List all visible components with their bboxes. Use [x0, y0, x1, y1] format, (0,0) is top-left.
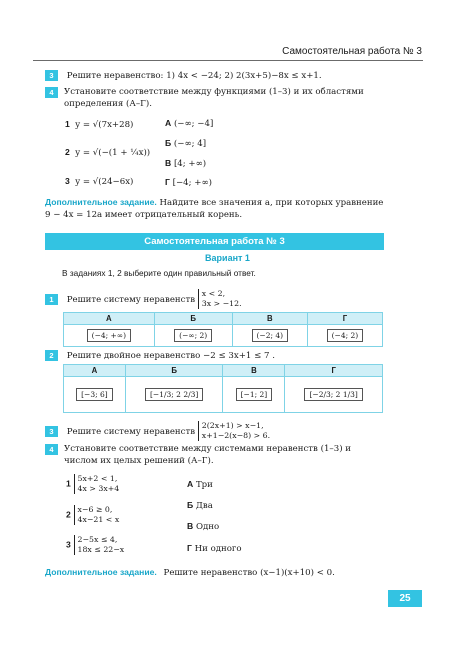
task-4: [45, 443, 385, 467]
task-number: 1: [45, 294, 58, 305]
system-1: 1 5x+2 < 1, 4x > 3x+4: [66, 474, 120, 493]
task-number: 3: [45, 70, 58, 81]
task-1-text: Решите систему неравенств: [66, 294, 196, 305]
answer-a[interactable]: (−4; +∞): [64, 325, 155, 347]
task-2-text: Решите двойное неравенство −2 ≤ 3x+1 ≤ 7 .: [66, 351, 275, 361]
answer-a[interactable]: [−3; 6]: [64, 377, 126, 413]
extra-label: Дополнительное задание.: [45, 567, 157, 577]
count-a: А Три: [187, 479, 213, 490]
header-a: А: [64, 365, 126, 377]
answer-b[interactable]: [−1/3; 2 2/3]: [125, 377, 223, 413]
header-divider: [33, 60, 423, 61]
task-1-answers: [63, 312, 383, 347]
top-extra-task: [45, 196, 385, 221]
domain-a: А (−∞; −4]: [165, 118, 214, 129]
task-number: 4: [45, 444, 58, 455]
function-1: 1 y = √(7x+28): [65, 119, 134, 130]
count-g: Г Ни одного: [187, 543, 242, 554]
page-number: 25: [388, 590, 422, 607]
extra-text: Решите неравенство (x−1)(x+10) < 0.: [163, 568, 335, 578]
extra-label: Дополнительное задание.: [45, 197, 157, 207]
header-b: Б: [125, 365, 223, 377]
header-v: В: [223, 365, 285, 377]
answer-v[interactable]: (−2; 4): [232, 325, 307, 347]
header-g: Г: [285, 365, 383, 377]
header-b: Б: [154, 313, 232, 325]
task-3-system: 2(2x+1) > x−1, x+1−2(x−8) > 6.: [198, 421, 270, 441]
system-3: 3 2−5x ≤ 4, 18x ≤ 22−x: [66, 535, 125, 554]
task-2: [45, 350, 275, 362]
task-2-answers: [63, 364, 383, 413]
answer-g[interactable]: [−2/3; 2 1/3]: [285, 377, 383, 413]
count-b: Б Два: [187, 500, 213, 511]
top-task-4: [45, 86, 385, 110]
task-number: 3: [45, 426, 58, 437]
domain-g: Г [−4; +∞): [165, 177, 212, 188]
task-3-text: Решите систему неравенств: [66, 426, 196, 437]
task-number: 4: [45, 87, 58, 98]
section-intro: В заданиях 1, 2 выберите один правильный ответ.: [62, 268, 256, 278]
answer-g[interactable]: (−4; 2): [307, 325, 382, 347]
task-1: [45, 289, 242, 309]
task-4-text: Установите соответствие между системами неравенств (1–3) и числом их целых решений (А–Г).: [64, 444, 352, 466]
top-task-3: [45, 70, 322, 82]
system-2: 2 x−6 ≥ 0, 4x−21 < x: [66, 505, 120, 524]
task-number: 2: [45, 350, 58, 361]
answer-b[interactable]: (−∞; 2): [154, 325, 232, 347]
answer-v[interactable]: [−1; 2]: [223, 377, 285, 413]
header-v: В: [232, 313, 307, 325]
header-g: Г: [307, 313, 382, 325]
function-2: 2 y = √(−(1 + ¼x)): [65, 147, 151, 158]
top-task-3-text: Решите неравенство: 1) 4x < −24; 2) 2(3x+5)−8x ≤ x+1.: [66, 71, 322, 81]
domain-v: В [4; +∞): [165, 158, 207, 169]
header-a: А: [64, 313, 155, 325]
count-v: В Одно: [187, 521, 220, 532]
domain-b: Б (−∞; 4]: [165, 138, 207, 149]
extra-text: Найдите все значения a, при которых уравнение 9 − 4x = 12a имеет отрицательный корень.: [45, 198, 384, 220]
task-3: [45, 421, 270, 441]
section-title-bar: Самостоятельная работа № 3: [45, 233, 384, 250]
page-header-title: Самостоятельная работа № 3: [282, 46, 422, 57]
variant-title: Вариант 1: [205, 253, 250, 263]
bottom-extra-task: [45, 566, 390, 579]
function-3: 3 y = √(24−6x): [65, 176, 134, 187]
top-task-4-text: Установите соответствие между функциями (1–3) и их областями определения (А–Г).: [64, 87, 364, 109]
task-1-system: x < 2, 3x > −12.: [198, 289, 242, 309]
